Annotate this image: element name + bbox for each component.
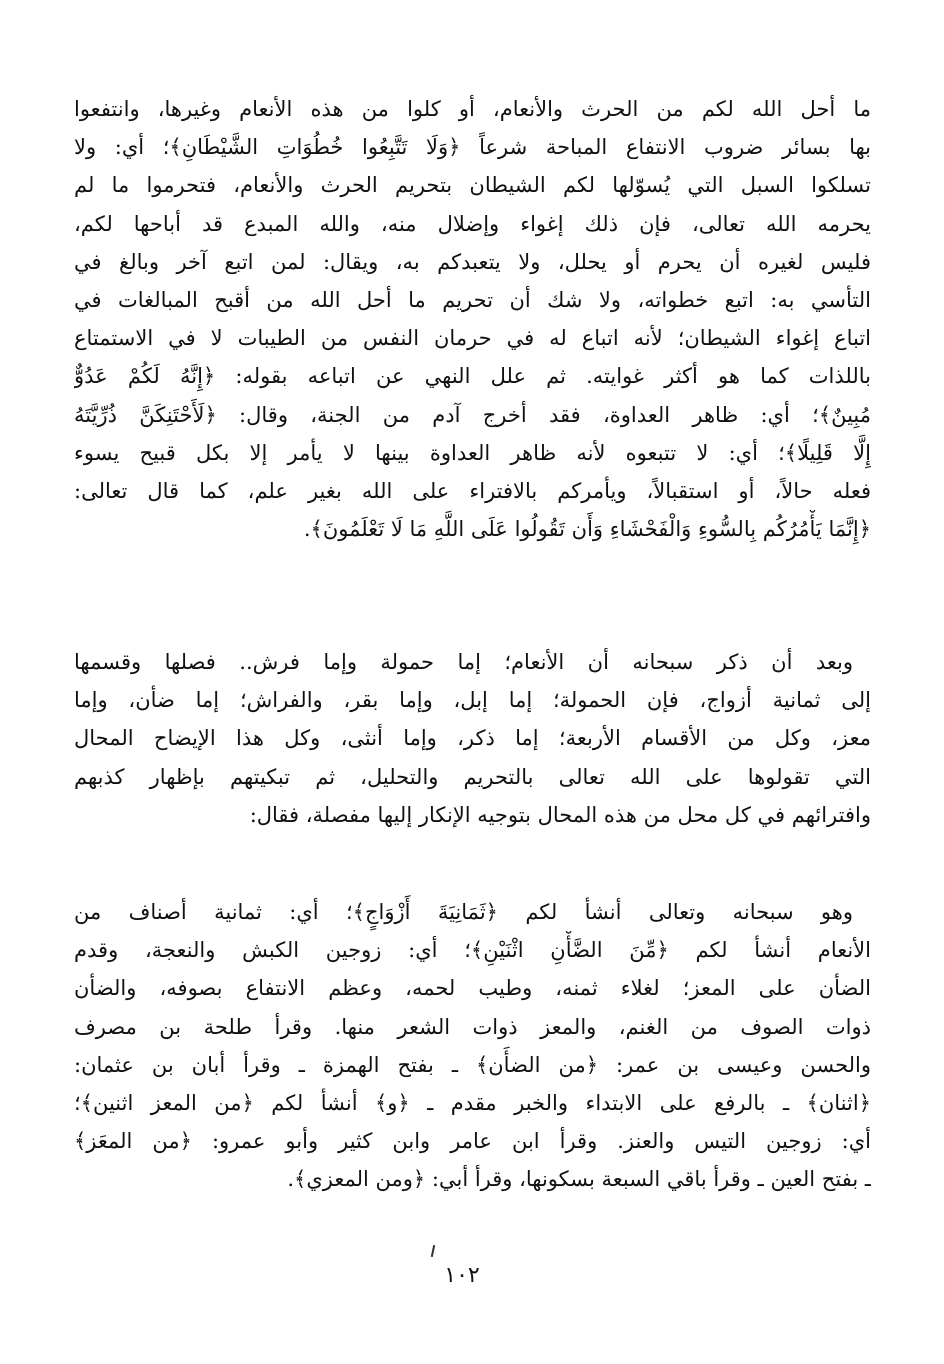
- text-line: باللذات كما هو أكثر غوايته. ثم علل النهي عن اتباعه بقوله: ﴿إِنَّهُ لَكُمْ عَدُوٌّ: [74, 364, 871, 389]
- text-line: ﴿إِنَّمَا يَأْمُرُكُم بِالسُّوءِ وَالْفَحْشَاءِ وَأَن تَقُولُوا عَلَى اللَّهِ مَا لَا تَعْلَمُونَ﴾.: [303, 517, 871, 542]
- text-line: فعله حالاً، أو استقبالاً، ويأمركم بالافتراء على الله بغير علم، كما قال تعالى:: [74, 478, 871, 503]
- pen-mark: [431, 1245, 435, 1257]
- text-line: وهو سبحانه وتعالى أنشأ لكم ﴿ثَمَانِيَةَ أَزْوَاجٍ﴾؛ أي: ثمانية أصناف من: [74, 900, 853, 924]
- text-line: ﴿اثنان﴾ ـ بالرفع على الابتداء والخبر مقدم ـ ﴿و﴾ أنشأ لكم ﴿من المعز اثنين﴾؛: [74, 1090, 871, 1115]
- text-line: اتباع إغواء الشيطان؛ لأنه اتباع له في حرمان النفس من الطيبات لا في الاستمتاع: [74, 326, 871, 351]
- text-line: الأنعام أنشأ لكم ﴿مِّنَ الضَّأْنِ اثْنَيْنِ﴾؛ أي: زوجين الكبش والنعجة، وقدم: [74, 938, 871, 963]
- text-line: التي تقولوها على الله تعالى بالتحريم والتحليل، ثم تبكيتهم بإظهار كذبهم: [74, 764, 871, 789]
- paragraph-1: [74, 90, 871, 548]
- text-line: إِلَّا قَلِيلًا﴾؛ أي: لا تتبعوه لأنه ظاهر العداوة بينها لا يأمر إلا بكل قبيح يسوء: [74, 440, 871, 465]
- text-line: معز، وكل من الأقسام الأربعة؛ إما ذكر، وإما أنثى، وكل هذا الإيضاح المحال: [74, 726, 871, 751]
- text-line: مُبِينٌ﴾؛ أي: ظاهر العداوة، فقد أخرج آدم من الجنة، وقال: ﴿لَأَحْتَنِكَنَّ ذُرِّيَّتَهُ: [74, 402, 871, 427]
- text-line: وافترائهم في كل محل من هذه المحال بتوجيه الإنكار إليها مفصلة، فقال:: [249, 802, 871, 827]
- text-line: أي: زوجين التيس والعنز. وقرأ ابن عامر وابن كثير وأبو عمرو: ﴿من المعَز﴾: [74, 1129, 871, 1154]
- page-number: ١٠٢: [444, 1263, 480, 1288]
- text-line: ما أحل الله لكم من الحرث والأنعام، أو كلوا من هذه الأنعام وغيرها، وانتفعوا: [74, 97, 871, 121]
- text-line: يحرمه الله تعالى، فإن ذلك إغواء وإضلال منه، والله المبدع قد أباحها لكم،: [74, 211, 871, 236]
- text-line: والحسن وعيسى بن عمر: ﴿من الضأَن﴾ ـ بفتح الهمزة ـ وقرأ أبان بن عثمان:: [74, 1052, 871, 1077]
- text-line: فليس لغيره أن يحرم أو يحلل، ولا يتعبدكم به، ويقال: لمن اتبع آخر وبالغ في: [74, 249, 871, 274]
- text-line: ـ بفتح العين ـ وقرأ باقي السبعة بسكونها، وقرأ أبي: ﴿ومن المعزي﴾.: [287, 1167, 871, 1192]
- paragraph-2: [74, 643, 871, 834]
- text-line: إلى ثمانية أزواج، فإن الحمولة؛ إما إبل، وإما بقر، والفراش؛ إما ضأن، وإما: [74, 688, 871, 713]
- text-line: بها بسائر ضروب الانتفاع المباحة شرعاً ﴿وَلَا تَتَّبِعُوا خُطُوَاتِ الشَّيْطَانِ﴾؛ أي: ولا: [74, 135, 871, 160]
- text-line: التأسي به: اتبع خطواته، ولا شك أن تحريم ما أحل الله من أقبح المبالغات في: [74, 287, 871, 312]
- paragraph-3: [74, 893, 871, 1199]
- text-line: ذوات الصوف من الغنم، والمعز ذوات الشعر منها. وقرأ طلحة بن مصرف: [74, 1014, 871, 1039]
- text-line: وبعد أن ذكر سبحانه أن الأنعام؛ إما حمولة وإما فرش.. فصلها وقسمها: [74, 650, 853, 674]
- text-line: الضأن على المعز؛ لغلاء ثمنه، وطيب لحمه، وعظم الانتفاع بصوفه، والضأن: [74, 976, 871, 1001]
- text-line: تسلكوا السبل التي يُسوّلها لكم الشيطان بتحريم الحرث والأنعام، فتحرموا ما لم: [74, 173, 871, 198]
